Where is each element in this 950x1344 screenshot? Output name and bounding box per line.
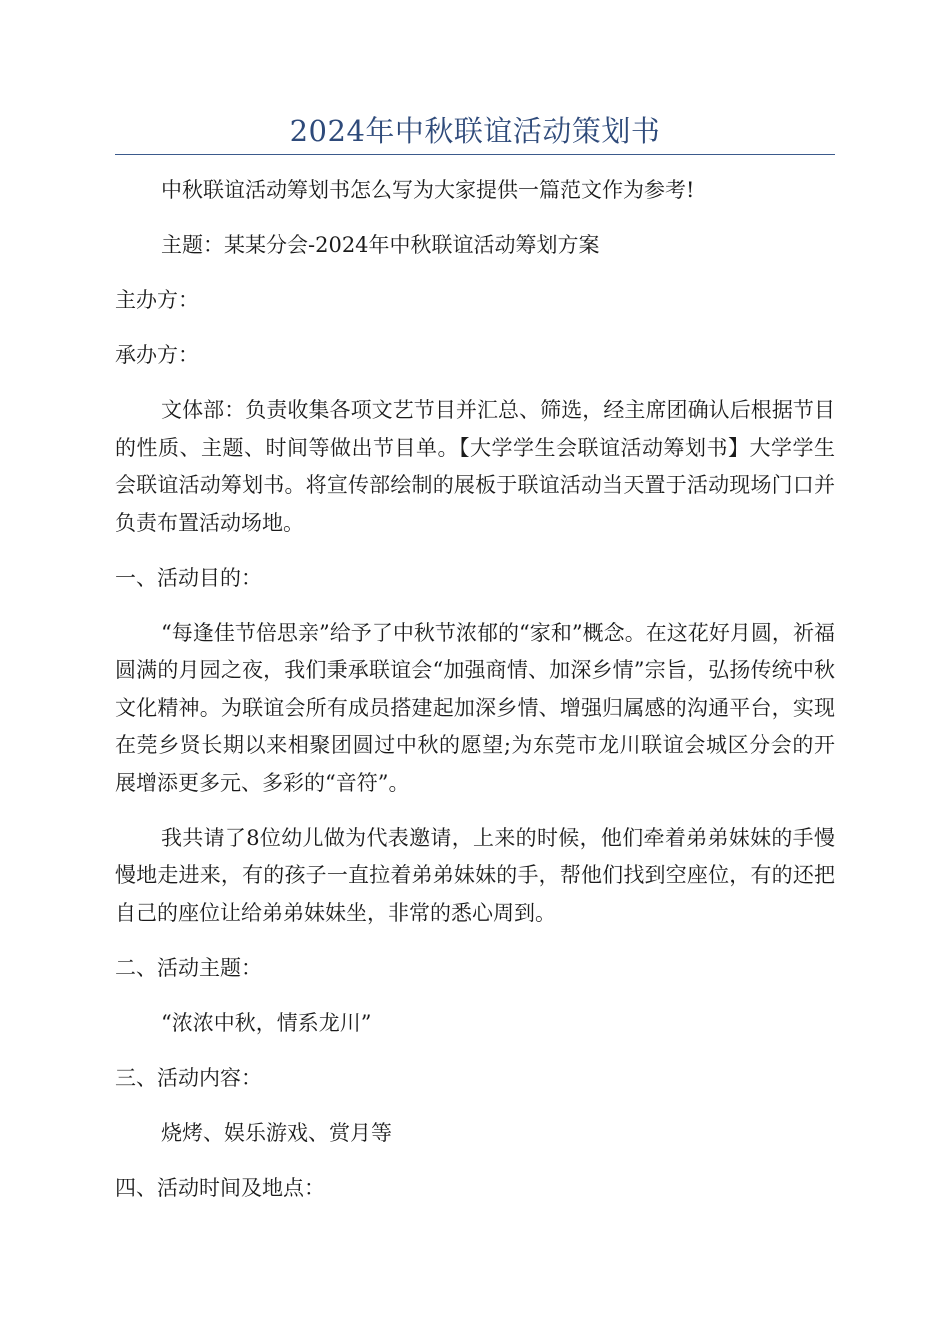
title-underline [115,154,835,155]
section-heading-content: 三、活动内容： [115,1065,262,1090]
document-title: 2024年中秋联谊活动策划书 [289,114,661,148]
content-line: 烧烤、娱乐游戏、赏月等 [161,1120,392,1145]
section-heading-time-place: 四、活动时间及地点： [115,1175,325,1200]
children-paragraph: 我共请了8位幼儿做为代表邀请，上来的时候，他们牵着弟弟妹妹的手慢慢地走进来，有的孩子一直拉着弟弟妹妹的手，帮他们找到空座位，有的还把自己的座位让给弟弟妹妹坐，非常的悉心周到。 [115,825,835,925]
intro-paragraph: 中秋联谊活动筹划书怎么写为大家提供一篇范文作为参考! [161,178,695,202]
theme-slogan: “浓浓中秋，情系龙川” [161,1010,372,1035]
organizer-line: 主办方： [115,288,199,312]
section-heading-theme: 二、活动主题： [115,955,262,980]
section-heading-purpose: 一、活动目的： [115,565,262,590]
document-body [115,172,835,1225]
purpose-paragraph: “每逢佳节倍思亲”给予了中秋节浓郁的“家和”概念。在这花好月圆，祈福圆满的月园之夜，我们秉承联谊会“加强商情、加深乡情”宗旨，弘扬传统中秋文化精神。为联谊会所有成员搭建起加深乡情、增强归属感的沟通平台，实现在莞乡贤长期以来相聚团圆过中秋的愿望;为东莞市龙川联谊会城区分会的开展增添更多元、多彩的“音符”。 [115,620,835,795]
culture-dept-paragraph: 文体部：负责收集各项文艺节目并汇总、筛选，经主席团确认后根据节目的性质、主题、时间等做出节目单。【大学学生会联谊活动筹划书】大学学生会联谊活动筹划书。将宣传部绘制的展板于联谊活动当天置于活动现场门口并负责布置活动场地。 [115,398,835,535]
theme-line: 主题：某某分会-2024年中秋联谊活动筹划方案 [161,233,600,257]
co-organizer-line: 承办方： [115,343,199,367]
